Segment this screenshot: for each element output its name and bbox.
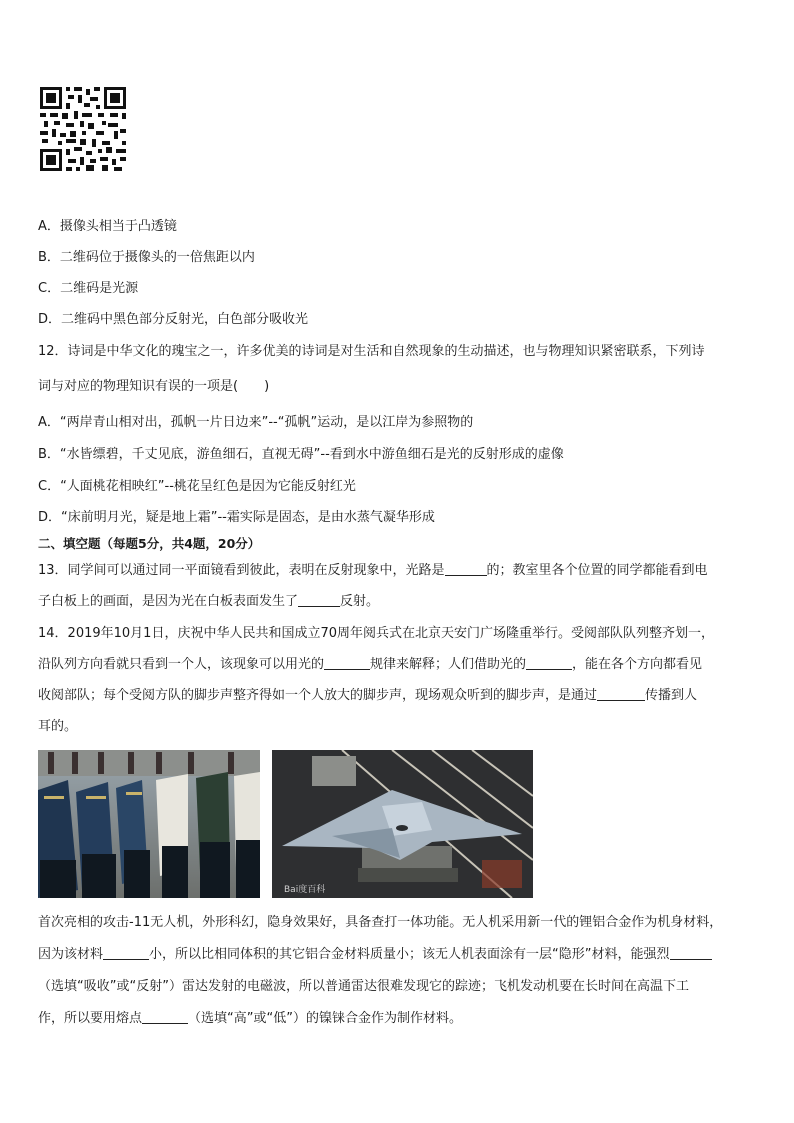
drone-para-line4 [38, 1009, 756, 1029]
q14-line3 [38, 686, 756, 706]
q12-stem-line1: 12．诗词是中华文化的瑰宝之一，许多优美的诗词是对生活和自然现象的生动描述，也与物理知识紧密联系，下列诗 [38, 344, 705, 359]
q11-option-d: D．二维码中黑色部分反射光，白色部分吸收光 [38, 312, 309, 327]
section-title: 二、填空题（每题5分，共4题，20分） [38, 536, 261, 551]
answer-blank [103, 945, 149, 960]
answer-blank [142, 1009, 188, 1024]
drone-photo [272, 750, 533, 898]
drone-para-line2 [38, 945, 756, 965]
q13-text: 13．同学间可以通过同一平面镜看到彼此，表明在反射现象中，光路是 [38, 563, 445, 578]
answer-blank [670, 945, 712, 960]
q14-text: 传播到人 [645, 688, 698, 703]
q14-text: 沿队列方向看就只看到一个人，该现象可以用光的 [38, 657, 325, 672]
q12-option-a: A．“两岸青山相对出，孤帆一片日边来”--“孤帆”运动，是以江岸为参照物的 [38, 415, 474, 430]
q13-line1 [38, 561, 756, 581]
q12-stem-line2: 词与对应的物理知识有误的一项是( ) [38, 379, 270, 394]
q13-text: 的；教室里各个位置的同学都能看到电 [486, 563, 708, 578]
q11-option-c: C．二维码是光源 [38, 281, 139, 296]
drone-text: 因为该材料 [38, 947, 104, 962]
drone-text: 作，所以要用熔点 [38, 1011, 143, 1026]
answer-blank [526, 655, 572, 670]
q14-line2 [38, 655, 756, 675]
q11-option-b: B．二维码位于摄像头的一倍焦距以内 [38, 250, 255, 265]
q14-line4: 耳的。 [38, 719, 78, 734]
q14-text: 收阅部队；每个受阅方队的脚步声整齐得如一个人放大的脚步声，现场观众听到的脚步声，是通过 [38, 688, 598, 703]
qr-code-image [40, 87, 126, 171]
q12-option-d: D．“床前明月光，疑是地上霜”--霜实际是固态，是由水蒸气凝华形成 [38, 510, 435, 525]
q13-text: 反射。 [340, 594, 380, 609]
photo-watermark: Bai度百科 [284, 885, 326, 895]
parade-photo [38, 750, 260, 898]
drone-para-line1: 首次亮相的攻击-11无人机，外形科幻，隐身效果好，具备查打一体功能。无人机采用新一代的锂铝合金作为机身材料， [38, 915, 723, 930]
answer-blank [597, 686, 645, 701]
q11-option-a: A．摄像头相当于凸透镜 [38, 219, 177, 234]
answer-blank [445, 561, 487, 576]
q14-text: 规律来解释；人们借助光的 [370, 657, 527, 672]
drone-para-line3: （选填“吸收”或“反射”）雷达发射的电磁波，所以普通雷达很难发现它的踪迹；飞机发动机要在长时间在高温下工 [38, 979, 689, 994]
drone-text: 小，所以比相同体积的其它铝合金材料质量小；该无人机表面涂有一层“隐形”材料，能强烈 [149, 947, 670, 962]
answer-blank [298, 592, 340, 607]
q13-line2 [38, 592, 756, 612]
q14-text: ，能在各个方向都看见 [572, 657, 703, 672]
q14-line1: 14．2019年10月1日，庆祝中华人民共和国成立70周年阅兵式在北京天安门广场隆重举行。受阅部队队列整齐划一， [38, 626, 714, 641]
q12-option-b: B．“水皆缥碧，千丈见底，游鱼细石，直视无碍”--看到水中游鱼细石是光的反射形成的虚像 [38, 447, 564, 462]
q13-text: 子白板上的画面，是因为光在白板表面发生了 [38, 594, 299, 609]
drone-text: （选填“高”或“低”）的镍铼合金作为制作材料。 [188, 1011, 462, 1026]
q12-option-c: C．“人面桃花相映红”--桃花呈红色是因为它能反射红光 [38, 479, 356, 494]
answer-blank [324, 655, 370, 670]
